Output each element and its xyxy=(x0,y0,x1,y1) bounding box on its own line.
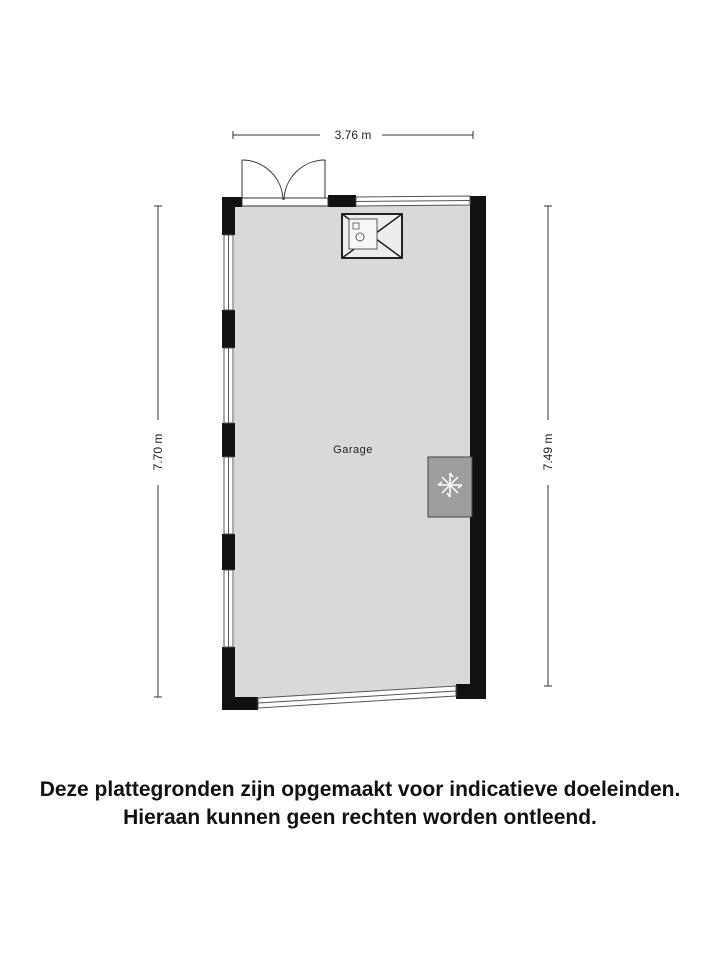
top-window xyxy=(356,196,470,206)
double-door-icon xyxy=(242,160,328,206)
room-label-garage: Garage xyxy=(333,444,373,456)
dimension-top-label: 3.76 m xyxy=(334,128,372,142)
boiler-unit-icon xyxy=(342,214,402,258)
dimension-right-label: 7.49 m xyxy=(541,433,555,471)
disclaimer-line-2: Hieraan kunnen geen rechten worden ontleend. xyxy=(123,806,597,829)
fan-unit-icon xyxy=(428,457,472,517)
dimension-left-label: 7.70 m xyxy=(151,433,165,471)
disclaimer xyxy=(0,776,720,832)
disclaimer-line-1: Deze plattegronden zijn opgemaakt voor indicatieve doeleinden. xyxy=(39,778,681,801)
